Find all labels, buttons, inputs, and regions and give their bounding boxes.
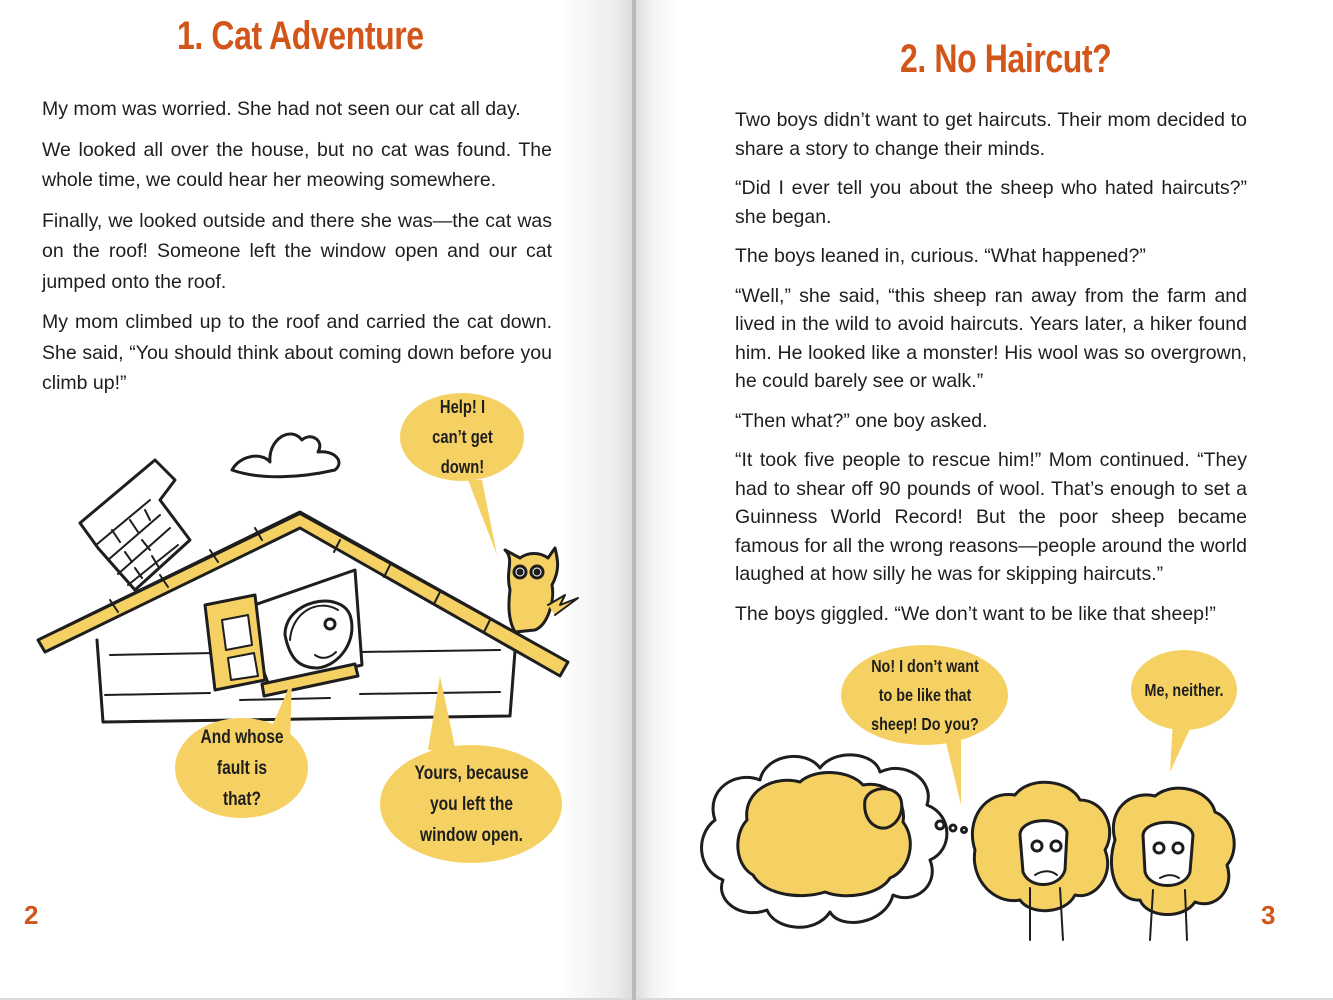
paragraph: The boys giggled. “We don’t want to be like that sheep!”: [735, 602, 1216, 625]
speech-bubble-text: Me, neither.: [1144, 680, 1224, 700]
speech-bubble-boy1: [841, 645, 1008, 745]
speech-bubble-text: Yours, because you left the window open.: [413, 762, 529, 846]
sheep-and-boys-illustration: [635, 0, 1333, 998]
speech-bubble-text: And whose fault is that?: [199, 726, 284, 810]
paragraph: Two boys didn’t want to get haircuts. Their mom decided to share a story to change their minds.: [735, 109, 1247, 160]
right-page: [635, 0, 1333, 998]
paragraph: “Did I ever tell you about the sheep who hated haircuts?” she began.: [735, 177, 1247, 228]
paragraph: The boys leaned in, curious. “What happened?”: [735, 245, 1146, 267]
book-gutter: [632, 0, 636, 1000]
speech-bubble-text: No! I don’t want to be like that sheep! Do you?: [870, 655, 979, 734]
story-title-cat-adventure: 1. Cat Adventure: [177, 14, 424, 58]
paragraph: “Well,” she said, “this sheep ran away from the farm and lived in the wild to avoid haircuts. Years later, a hiker found him. He looked like a monster! His wool was so overgrown, he could barely see or walk.”: [735, 284, 1247, 392]
left-page: [0, 0, 635, 998]
page-number: 2: [24, 900, 39, 930]
paragraph: “Then what?” one boy asked.: [735, 409, 988, 432]
paragraph: My mom was worried. She had not seen our cat all day.: [42, 98, 521, 120]
cat-illustration: [505, 548, 558, 632]
speech-bubble-child: [380, 745, 562, 863]
paragraph: “It took five people to rescue him!” Mom continued. “They had to shear off 90 pounds of wool. That’s enough to set a Guinness World Record! But the poor sheep became famous for all the wrong reasons—people around the world laughed at how silly he was for skipping haircuts.”: [735, 449, 1247, 585]
chimney: [80, 460, 190, 590]
speech-bubble-boy2: [1131, 650, 1237, 730]
story-title-no-haircut: 2. No Haircut?: [900, 37, 1112, 81]
paragraph: My mom climbed up to the roof and carried the cat down. She said, “You should think about coming down before you climb up!”: [42, 311, 552, 394]
cloud-illustration: [232, 434, 339, 477]
paragraph: Finally, we looked outside and there she was—the cat was on the roof! Someone left the window open and our cat jumped onto the roof.: [42, 209, 552, 293]
page-number: 3: [1261, 900, 1276, 930]
speech-bubble-text: Help! I can’t get down!: [431, 397, 493, 477]
speech-bubble-mom: [175, 718, 308, 818]
speech-bubble-cat: [400, 393, 524, 481]
paragraph: We looked all over the house, but no cat was found. The whole time, we could hear her meowing somewhere.: [42, 138, 552, 191]
